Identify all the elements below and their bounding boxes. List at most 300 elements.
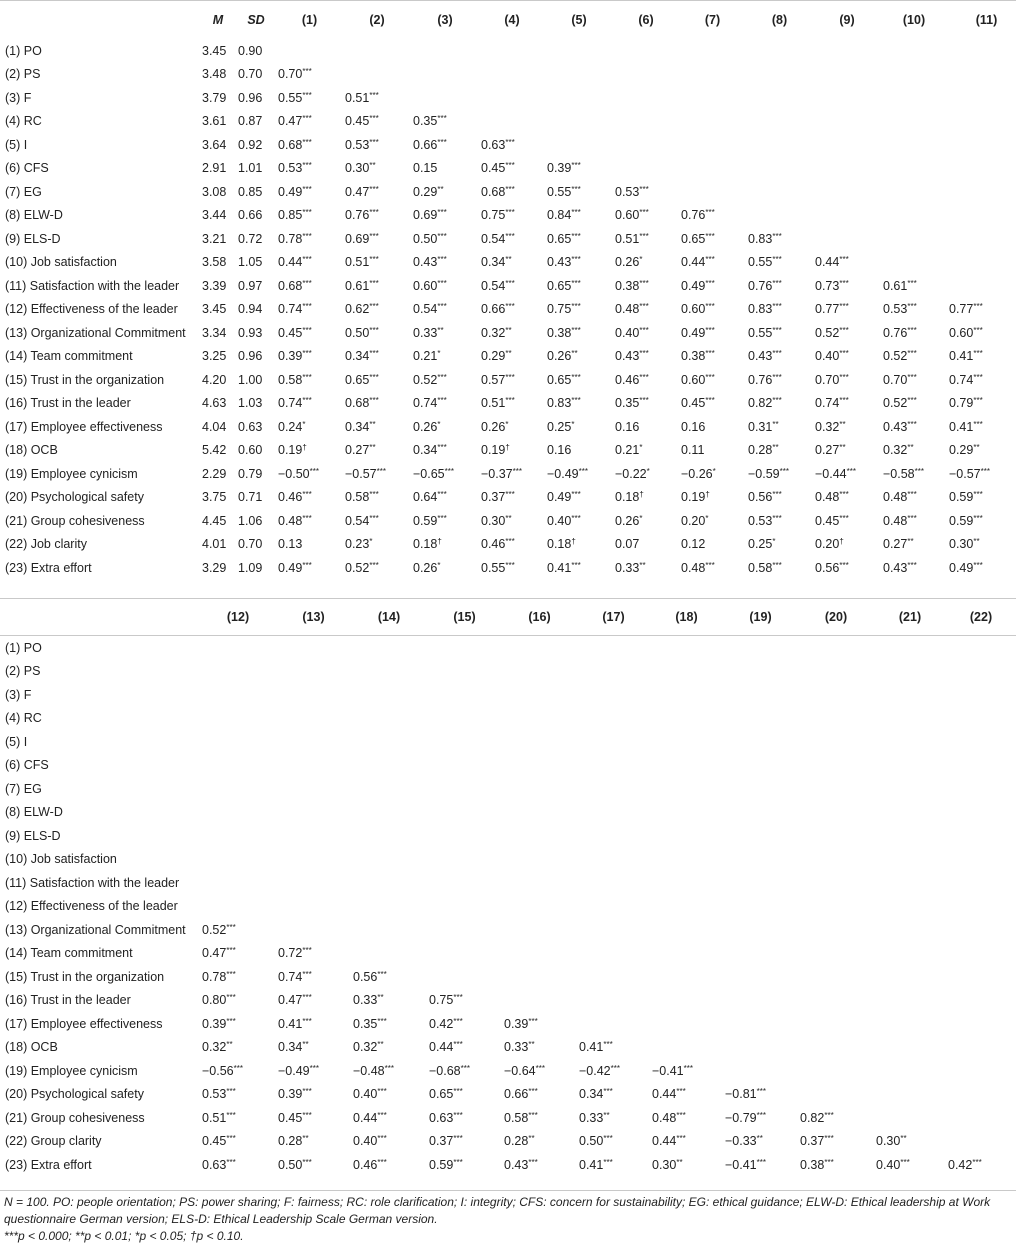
column-header: M bbox=[212, 13, 224, 27]
column-header: (21) bbox=[898, 610, 922, 624]
table-row bbox=[0, 298, 1016, 322]
table-cell: 0.44*** bbox=[353, 1110, 387, 1125]
table-row bbox=[0, 636, 1016, 660]
table-cell bbox=[946, 1012, 1016, 1036]
column-header: (8) bbox=[771, 13, 788, 27]
table-cell: 0.70*** bbox=[278, 67, 312, 82]
column-header: (19) bbox=[749, 610, 772, 624]
table-cell bbox=[947, 180, 1016, 204]
table-cell bbox=[577, 730, 650, 754]
row-label: (21) Group cohesiveness bbox=[5, 513, 145, 528]
table-cell bbox=[200, 730, 276, 754]
table-cell: 0.34** bbox=[278, 1040, 309, 1055]
table-cell bbox=[276, 871, 351, 895]
table-cell: 0.26* bbox=[481, 419, 509, 434]
table-cell: 0.28** bbox=[504, 1134, 535, 1149]
table-cell: 0.35*** bbox=[413, 114, 447, 129]
table-cell bbox=[276, 777, 351, 801]
table-cell: 0.40*** bbox=[615, 325, 649, 340]
table-cell bbox=[881, 133, 947, 157]
table-cell bbox=[874, 730, 946, 754]
table-cell: 0.76*** bbox=[748, 278, 782, 293]
table-cell: 0.45*** bbox=[345, 114, 379, 129]
table-cell bbox=[577, 707, 650, 731]
table-cell bbox=[427, 942, 502, 966]
table-cell bbox=[874, 918, 946, 942]
table-cell bbox=[613, 133, 679, 157]
table-cell: −0.41*** bbox=[725, 1157, 766, 1172]
table-cell: 0.44*** bbox=[652, 1087, 686, 1102]
row-label: (20) Psychological safety bbox=[5, 1087, 144, 1102]
table-cell: 0.43*** bbox=[615, 349, 649, 364]
table-cell: 1.00 bbox=[238, 372, 263, 387]
table-cell: 0.07 bbox=[615, 537, 640, 552]
table-cell: 0.41*** bbox=[278, 1016, 312, 1031]
table-row bbox=[0, 509, 1016, 533]
table-cell: 4.45 bbox=[202, 513, 227, 528]
table-row bbox=[0, 180, 1016, 204]
table-cell bbox=[650, 707, 723, 731]
row-label: (4) RC bbox=[5, 711, 42, 726]
table-cell: 0.40*** bbox=[353, 1087, 387, 1102]
table-cell: 0.33** bbox=[504, 1040, 535, 1055]
table-cell bbox=[723, 848, 798, 872]
table-cell bbox=[502, 636, 577, 660]
table-cell: 0.44*** bbox=[278, 255, 312, 270]
column-header: (7) bbox=[704, 13, 721, 27]
table-cell: 0.70*** bbox=[815, 372, 849, 387]
table-row bbox=[0, 801, 1016, 825]
table-cell bbox=[813, 180, 881, 204]
table-cell bbox=[427, 824, 502, 848]
table-cell bbox=[427, 871, 502, 895]
table-cell bbox=[479, 39, 545, 63]
table-cell: 0.87 bbox=[238, 114, 263, 129]
table-row bbox=[0, 1153, 1016, 1177]
table-cell: 0.38*** bbox=[615, 278, 649, 293]
table-cell: −0.64*** bbox=[504, 1063, 545, 1078]
table-cell bbox=[427, 636, 502, 660]
table-cell bbox=[200, 707, 276, 731]
table-cell: 0.70*** bbox=[883, 372, 917, 387]
column-header: (4) bbox=[504, 13, 520, 27]
table-cell: 0.77*** bbox=[949, 302, 983, 317]
table-cell: 3.61 bbox=[202, 114, 227, 129]
column-header: (5) bbox=[571, 13, 587, 27]
table-cell: 3.21 bbox=[202, 231, 227, 246]
table-cell: 0.83*** bbox=[547, 396, 581, 411]
table-cell: 0.96 bbox=[238, 349, 263, 364]
table-cell bbox=[874, 636, 946, 660]
table-cell bbox=[351, 895, 427, 919]
table-cell bbox=[427, 683, 502, 707]
table-cell: 0.66*** bbox=[481, 302, 515, 317]
table-cell: 0.55*** bbox=[481, 560, 515, 575]
table-cell: 0.33** bbox=[615, 560, 646, 575]
table-cell: 0.43*** bbox=[504, 1157, 538, 1172]
table-cell: −0.50*** bbox=[278, 466, 319, 481]
table-cell: 0.30** bbox=[876, 1134, 907, 1149]
table-row bbox=[0, 63, 1016, 87]
table-cell bbox=[276, 730, 351, 754]
row-label: (3) F bbox=[5, 687, 32, 702]
table-cell bbox=[577, 754, 650, 778]
table-cell: −0.33** bbox=[725, 1134, 763, 1149]
table-cell bbox=[874, 824, 946, 848]
table-cell bbox=[650, 1012, 723, 1036]
table-cell: 0.53*** bbox=[883, 302, 917, 317]
table-cell bbox=[200, 871, 276, 895]
table-cell bbox=[946, 1083, 1016, 1107]
row-label: (9) ELS-D bbox=[5, 828, 61, 843]
table-cell: 0.39*** bbox=[547, 161, 581, 176]
table-row bbox=[0, 707, 1016, 731]
table-cell: 0.49*** bbox=[681, 325, 715, 340]
table-cell bbox=[276, 801, 351, 825]
table-cell: 0.74*** bbox=[278, 302, 312, 317]
table-cell: 0.58*** bbox=[345, 490, 379, 505]
table-cell bbox=[502, 754, 577, 778]
row-label: (22) Job clarity bbox=[5, 537, 87, 552]
table-cell bbox=[427, 965, 502, 989]
table-cell bbox=[351, 636, 427, 660]
table-cell: 0.63*** bbox=[481, 137, 515, 152]
row-label: (18) OCB bbox=[5, 1040, 58, 1055]
table-cell bbox=[723, 801, 798, 825]
table-cell: 0.30** bbox=[949, 537, 980, 552]
table-row bbox=[0, 110, 1016, 134]
table-cell: 0.27** bbox=[815, 443, 846, 458]
table-cell: 0.85*** bbox=[278, 208, 312, 223]
table-cell: 0.26** bbox=[547, 349, 578, 364]
table-cell bbox=[351, 683, 427, 707]
table-cell: 0.47*** bbox=[278, 114, 312, 129]
table-cell: 0.16 bbox=[615, 419, 640, 434]
row-label: (21) Group cohesiveness bbox=[5, 1110, 145, 1125]
row-label: (1) PO bbox=[5, 43, 42, 58]
row-label: (10) Job satisfaction bbox=[5, 852, 117, 867]
table-cell bbox=[798, 895, 874, 919]
table-cell: 0.30** bbox=[652, 1157, 683, 1172]
table-row bbox=[0, 965, 1016, 989]
row-label: (19) Employee cynicism bbox=[5, 466, 138, 481]
table-row bbox=[0, 157, 1016, 181]
table-cell bbox=[276, 918, 351, 942]
table-cell: 0.59*** bbox=[949, 513, 983, 528]
table-cell: 0.12 bbox=[681, 537, 706, 552]
table-cell bbox=[343, 63, 411, 87]
table-cell bbox=[577, 848, 650, 872]
table-cell: 0.60*** bbox=[681, 372, 715, 387]
column-header: (10) bbox=[902, 13, 926, 27]
table-cell: 0.19† bbox=[681, 490, 710, 505]
table-cell: 0.61*** bbox=[883, 278, 917, 293]
table-cell bbox=[343, 39, 411, 63]
table-cell bbox=[411, 63, 479, 87]
table-cell bbox=[874, 707, 946, 731]
table-cell: 4.63 bbox=[202, 396, 227, 411]
table-cell: 0.45*** bbox=[278, 1110, 312, 1125]
table-row bbox=[0, 871, 1016, 895]
table-cell: 0.55*** bbox=[278, 90, 312, 105]
table-cell: 0.65*** bbox=[547, 372, 581, 387]
table-cell bbox=[946, 942, 1016, 966]
table-cell bbox=[479, 86, 545, 110]
table-cell bbox=[723, 660, 798, 684]
table-cell: 0.58*** bbox=[278, 372, 312, 387]
table-cell: −0.37*** bbox=[481, 466, 522, 481]
table-cell: 0.56*** bbox=[353, 969, 387, 984]
table-cell bbox=[798, 707, 874, 731]
table-cell: 0.53*** bbox=[278, 161, 312, 176]
table-cell: −0.22* bbox=[615, 466, 650, 481]
table-cell bbox=[679, 180, 746, 204]
table-cell: 0.48*** bbox=[883, 513, 917, 528]
table-cell bbox=[613, 157, 679, 181]
table-cell bbox=[798, 918, 874, 942]
table-cell bbox=[798, 871, 874, 895]
table-cell: 0.66 bbox=[238, 208, 263, 223]
table-cell: 0.79*** bbox=[949, 396, 983, 411]
table-cell bbox=[502, 801, 577, 825]
table-cell bbox=[746, 133, 813, 157]
table-cell bbox=[276, 754, 351, 778]
table-cell: 0.59*** bbox=[429, 1157, 463, 1172]
table-cell: 0.38*** bbox=[681, 349, 715, 364]
table-row bbox=[0, 683, 1016, 707]
table-cell: 0.55*** bbox=[748, 255, 782, 270]
table-cell bbox=[881, 180, 947, 204]
table-cell bbox=[502, 730, 577, 754]
table-cell bbox=[947, 110, 1016, 134]
table-cell: 0.21* bbox=[615, 443, 643, 458]
table-cell bbox=[798, 1036, 874, 1060]
table-cell: 5.42 bbox=[202, 443, 227, 458]
table-cell: 0.76*** bbox=[748, 372, 782, 387]
table-cell: 0.75*** bbox=[547, 302, 581, 317]
table-row bbox=[0, 133, 1016, 157]
table-cell bbox=[351, 660, 427, 684]
table-cell: 0.29** bbox=[949, 443, 980, 458]
table-cell: −0.59*** bbox=[748, 466, 789, 481]
table-cell bbox=[502, 824, 577, 848]
table-cell: 0.69*** bbox=[345, 231, 379, 246]
table-cell: 0.65*** bbox=[681, 231, 715, 246]
table-cell: 0.37*** bbox=[800, 1134, 834, 1149]
table-cell bbox=[746, 157, 813, 181]
table-cell bbox=[502, 660, 577, 684]
row-label: (2) PS bbox=[5, 664, 41, 679]
table-cell bbox=[545, 63, 613, 87]
table-row bbox=[0, 660, 1016, 684]
table-cell bbox=[613, 110, 679, 134]
table-row bbox=[0, 942, 1016, 966]
table-cell: 0.52*** bbox=[815, 325, 849, 340]
table-cell bbox=[351, 707, 427, 731]
table-cell bbox=[723, 730, 798, 754]
table-cell: 0.53*** bbox=[748, 513, 782, 528]
table-cell bbox=[798, 1012, 874, 1036]
table-cell: 0.46*** bbox=[353, 1157, 387, 1172]
table-cell: 3.44 bbox=[202, 208, 227, 223]
table-cell: 0.70 bbox=[238, 67, 263, 82]
table-cell: 0.68*** bbox=[481, 184, 515, 199]
table-row bbox=[0, 1130, 1016, 1154]
table-row bbox=[0, 989, 1016, 1013]
column-header: (16) bbox=[528, 610, 551, 624]
table-cell: −0.68*** bbox=[429, 1063, 470, 1078]
mid-rule-2 bbox=[0, 635, 1016, 636]
table-cell bbox=[679, 39, 746, 63]
table-cell: 0.78*** bbox=[202, 969, 236, 984]
table-cell: 0.44*** bbox=[429, 1040, 463, 1055]
table-cell: 0.43*** bbox=[748, 349, 782, 364]
table-cell bbox=[577, 989, 650, 1013]
table-cell: 3.08 bbox=[202, 184, 227, 199]
table-cell bbox=[545, 86, 613, 110]
table-cell bbox=[577, 871, 650, 895]
table-cell bbox=[723, 636, 798, 660]
table-cell: 0.45*** bbox=[202, 1134, 236, 1149]
row-label: (16) Trust in the leader bbox=[5, 993, 131, 1008]
table-cell: 0.54*** bbox=[345, 513, 379, 528]
table-cell: 0.48*** bbox=[681, 560, 715, 575]
corner-cell-2 bbox=[0, 598, 200, 636]
table-cell: −0.81*** bbox=[725, 1087, 766, 1102]
table-cell: 0.48*** bbox=[615, 302, 649, 317]
table-row bbox=[0, 1083, 1016, 1107]
table-cell bbox=[577, 918, 650, 942]
table-cell bbox=[946, 1106, 1016, 1130]
table-cell: 0.47*** bbox=[278, 993, 312, 1008]
table-cell: 0.20* bbox=[681, 513, 709, 528]
table-cell: 0.52*** bbox=[883, 396, 917, 411]
table-cell bbox=[881, 39, 947, 63]
table-cell: 0.40*** bbox=[547, 513, 581, 528]
table-cell: 0.94 bbox=[238, 302, 263, 317]
table-cell bbox=[351, 777, 427, 801]
table-cell: 0.52*** bbox=[345, 560, 379, 575]
row-label: (5) I bbox=[5, 734, 28, 749]
table-cell: 0.32** bbox=[481, 325, 512, 340]
table-cell bbox=[947, 274, 1016, 298]
table-cell bbox=[946, 824, 1016, 848]
table-cell: 0.43*** bbox=[883, 560, 917, 575]
column-header: (18) bbox=[675, 610, 698, 624]
table-cell bbox=[276, 636, 351, 660]
table-row bbox=[0, 86, 1016, 110]
row-label: (17) Employee effectiveness bbox=[5, 1016, 163, 1031]
table-cell bbox=[798, 754, 874, 778]
table-cell bbox=[200, 636, 276, 660]
table-cell: −0.57*** bbox=[345, 466, 386, 481]
table-cell bbox=[798, 801, 874, 825]
table-cell: 0.28** bbox=[278, 1134, 309, 1149]
table-cell: 0.47*** bbox=[202, 946, 236, 961]
table-cell bbox=[502, 942, 577, 966]
table-row bbox=[0, 918, 1016, 942]
table-cell bbox=[650, 801, 723, 825]
table-cell: 0.35*** bbox=[615, 396, 649, 411]
table-cell: 0.82*** bbox=[748, 396, 782, 411]
table-cell: 0.21* bbox=[413, 349, 441, 364]
row-label: (16) Trust in the leader bbox=[5, 396, 131, 411]
table2-body bbox=[0, 636, 1016, 1177]
table-cell bbox=[874, 965, 946, 989]
table-cell bbox=[679, 157, 746, 181]
table-cell bbox=[813, 39, 881, 63]
table-cell: 0.72 bbox=[238, 231, 263, 246]
table-cell bbox=[946, 754, 1016, 778]
table-cell: −0.42*** bbox=[579, 1063, 620, 1078]
table-cell: 0.52*** bbox=[202, 922, 236, 937]
table-row bbox=[0, 439, 1016, 463]
table-cell: 0.40*** bbox=[876, 1157, 910, 1172]
table-cell bbox=[946, 636, 1016, 660]
table-footnote bbox=[4, 1194, 1012, 1245]
table-cell bbox=[798, 824, 874, 848]
row-label: (3) F bbox=[5, 90, 32, 105]
row-label: (19) Employee cynicism bbox=[5, 1063, 138, 1078]
table-cell bbox=[276, 683, 351, 707]
table-cell bbox=[351, 871, 427, 895]
table-cell: 0.75*** bbox=[429, 993, 463, 1008]
table-cell: 0.64*** bbox=[413, 490, 447, 505]
table-cell: 0.26* bbox=[615, 255, 643, 270]
table-cell: 0.25* bbox=[547, 419, 575, 434]
table-cell bbox=[723, 918, 798, 942]
row-label: (18) OCB bbox=[5, 443, 58, 458]
table-cell: 0.48*** bbox=[652, 1110, 686, 1125]
table-cell: 0.47*** bbox=[345, 184, 379, 199]
table-cell bbox=[874, 660, 946, 684]
table-cell bbox=[650, 730, 723, 754]
table-cell: 0.80*** bbox=[202, 993, 236, 1008]
table-cell bbox=[502, 777, 577, 801]
row-label: (11) Satisfaction with the leader bbox=[5, 278, 180, 293]
table-cell: −0.49*** bbox=[278, 1063, 319, 1078]
table-cell bbox=[881, 204, 947, 228]
table-cell: 0.97 bbox=[238, 278, 263, 293]
table-cell bbox=[946, 871, 1016, 895]
table-cell bbox=[650, 754, 723, 778]
table-cell: 0.48*** bbox=[278, 513, 312, 528]
table-cell bbox=[351, 918, 427, 942]
table-row bbox=[0, 415, 1016, 439]
table-cell bbox=[881, 251, 947, 275]
table-cell: 0.66*** bbox=[413, 137, 447, 152]
table-row bbox=[0, 486, 1016, 510]
table-cell: 1.09 bbox=[238, 560, 263, 575]
table-cell bbox=[545, 133, 613, 157]
table-cell: 0.41*** bbox=[949, 419, 983, 434]
table-cell: 0.43*** bbox=[547, 255, 581, 270]
table-cell bbox=[874, 1036, 946, 1060]
table-cell bbox=[577, 824, 650, 848]
row-label: (23) Extra effort bbox=[5, 1157, 92, 1172]
table-cell: 0.44*** bbox=[681, 255, 715, 270]
table-cell bbox=[650, 824, 723, 848]
table-cell: 0.50*** bbox=[579, 1134, 613, 1149]
row-label: (17) Employee effectiveness bbox=[5, 419, 163, 434]
table-cell: −0.56*** bbox=[202, 1063, 243, 1078]
table-cell: 0.34*** bbox=[413, 443, 447, 458]
column-header: (12) bbox=[226, 610, 250, 624]
table-cell bbox=[200, 824, 276, 848]
table-cell bbox=[874, 1012, 946, 1036]
table-cell: 0.37*** bbox=[429, 1134, 463, 1149]
table-cell bbox=[351, 801, 427, 825]
